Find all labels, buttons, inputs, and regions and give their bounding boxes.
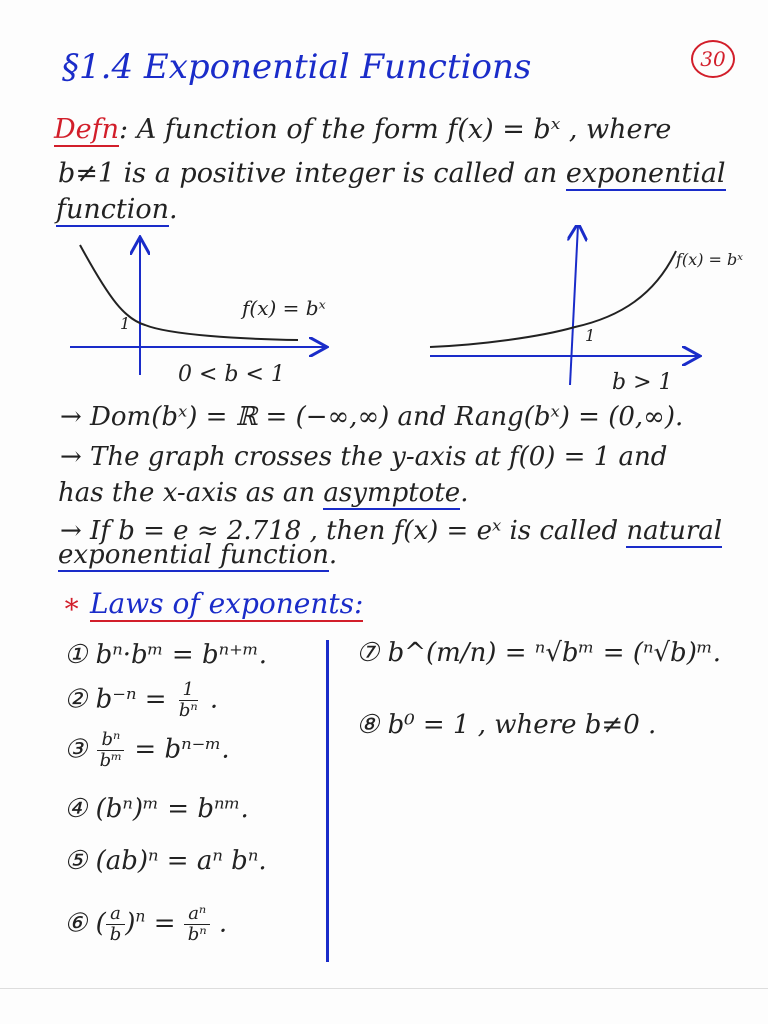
law-number: ⑤ xyxy=(64,846,88,876)
law-lhs: (bⁿ)ᵐ xyxy=(95,794,159,824)
definition-label: Defn xyxy=(54,114,120,145)
law-number: ④ xyxy=(64,794,88,824)
laws-heading-text: Laws of exponents: xyxy=(89,587,364,620)
left-curve-label: f(x) = bˣ xyxy=(242,296,326,320)
fraction-numerator: 1 xyxy=(179,680,198,701)
right-y-axis xyxy=(570,225,578,385)
right-graph xyxy=(430,225,698,385)
fact-natural-end: . xyxy=(328,540,338,570)
right-caption: b > 1 xyxy=(612,370,673,395)
law-2: ② b⁻ⁿ = $\frac{1}{\text{bⁿ}}$ . xyxy=(64,679,219,721)
law-number: ③ xyxy=(64,734,88,765)
law-mid: ⁿ√bᵐ xyxy=(534,638,595,668)
law-1: ① bⁿ·bᵐ = bⁿ⁺ᵐ. xyxy=(64,640,268,670)
law-rhs-fraction xyxy=(175,680,202,721)
fact-domain-range: → Dom(bˣ) = ℝ = (−∞,∞) and Rang(bˣ) = (0,∞). xyxy=(60,402,684,432)
term-exponential: exponential xyxy=(565,158,726,189)
law-5: ⑤ (ab)ⁿ = aⁿ bⁿ. xyxy=(64,846,267,876)
right-curve-label: f(x) = bˣ xyxy=(676,250,743,269)
law-lhs: bⁿ·bᵐ xyxy=(95,640,164,670)
definition-line-3 xyxy=(56,196,178,223)
law-lhs-fraction xyxy=(106,904,126,945)
fraction-denominator: b xyxy=(109,923,122,945)
fraction-denominator: bᵐ xyxy=(99,749,123,771)
law-number: ⑧ xyxy=(356,710,380,740)
law-number: ② xyxy=(64,684,88,715)
right-point-label: 1 xyxy=(585,326,596,345)
law-rhs: aⁿ bⁿ. xyxy=(196,846,267,876)
law-text: b⁰ = 1 , where b≠0 . xyxy=(387,710,657,740)
law-lhs: b^(m/n) xyxy=(387,638,497,668)
definition-text: : A function of the form f(x) = bˣ , where xyxy=(119,114,672,145)
left-point-label: 1 xyxy=(120,314,131,333)
page-title: §1.4 Exponential Functions xyxy=(62,47,532,87)
fraction-numerator: a xyxy=(106,904,125,925)
law-lhs: (ab)ⁿ xyxy=(95,846,159,876)
law-end: . xyxy=(209,684,219,715)
law-rhs: (ⁿ√b)ᵐ. xyxy=(632,638,722,668)
law-lhs-exponent: n xyxy=(135,907,146,926)
definition-line-1 xyxy=(54,116,671,143)
fact-y-intercept: → The graph crosses the y-axis at f(0) = 1 and xyxy=(60,442,668,472)
fact-natural-line-2 xyxy=(58,542,337,568)
fraction-numerator: bⁿ xyxy=(97,730,124,751)
term-asymptote: asymptote xyxy=(323,478,461,508)
law-rhs: bⁿᵐ. xyxy=(197,794,249,824)
term-function: function xyxy=(56,194,170,225)
law-rhs-fraction xyxy=(184,904,211,945)
term-natural: natural xyxy=(626,516,723,546)
definition-line-2 xyxy=(58,160,726,187)
fact-asymptote-text: has the x-axis as an xyxy=(58,478,324,508)
law-3: ③ $\frac{\text{bⁿ}}{\text{bᵐ}}$ = bⁿ⁻ᵐ. xyxy=(64,729,230,771)
law-lhs: b⁻ⁿ xyxy=(95,684,137,715)
law-7: ⑦ b^(m/n) = ⁿ√bᵐ = (ⁿ√b)ᵐ. xyxy=(356,638,722,668)
star-icon: ∗ xyxy=(62,587,82,620)
law-8 xyxy=(356,712,656,738)
law-4: ④ (bⁿ)ᵐ = bⁿᵐ. xyxy=(64,794,249,824)
laws-heading xyxy=(62,587,364,620)
fact-asymptote-end: . xyxy=(460,478,469,508)
page-edge xyxy=(0,988,768,989)
law-6: ⑥ ( $\frac{a}{b}$ )$^n$ = $\frac{\text{aⁿ}}{\text{bⁿ}}$ . xyxy=(64,903,228,945)
definition-text-2: b≠1 is a positive integer is called an xyxy=(58,158,566,189)
law-end: . xyxy=(218,908,228,939)
fact-natural-text: → If b = e ≈ 2.718 , then f(x) = eˣ is called xyxy=(60,516,627,546)
law-lhs-fraction xyxy=(96,730,127,771)
definition-end: . xyxy=(169,194,178,225)
law-rhs: bⁿ⁻ᵐ. xyxy=(164,734,230,765)
right-curve xyxy=(430,251,676,347)
term-exponential-function: exponential function xyxy=(58,540,329,570)
fraction-denominator: bⁿ xyxy=(178,699,198,721)
left-caption: 0 < b < 1 xyxy=(178,362,285,387)
fact-asymptote-line xyxy=(58,480,468,506)
left-curve xyxy=(80,245,298,340)
law-number: ⑥ xyxy=(64,908,88,939)
page-number: 30 xyxy=(691,40,735,78)
law-number: ⑦ xyxy=(356,638,380,668)
law-number: ① xyxy=(64,640,88,670)
column-divider xyxy=(326,640,329,962)
fraction-numerator: aⁿ xyxy=(184,904,210,925)
fraction-denominator: bⁿ xyxy=(187,923,207,945)
law-rhs: bⁿ⁺ᵐ. xyxy=(201,640,268,670)
